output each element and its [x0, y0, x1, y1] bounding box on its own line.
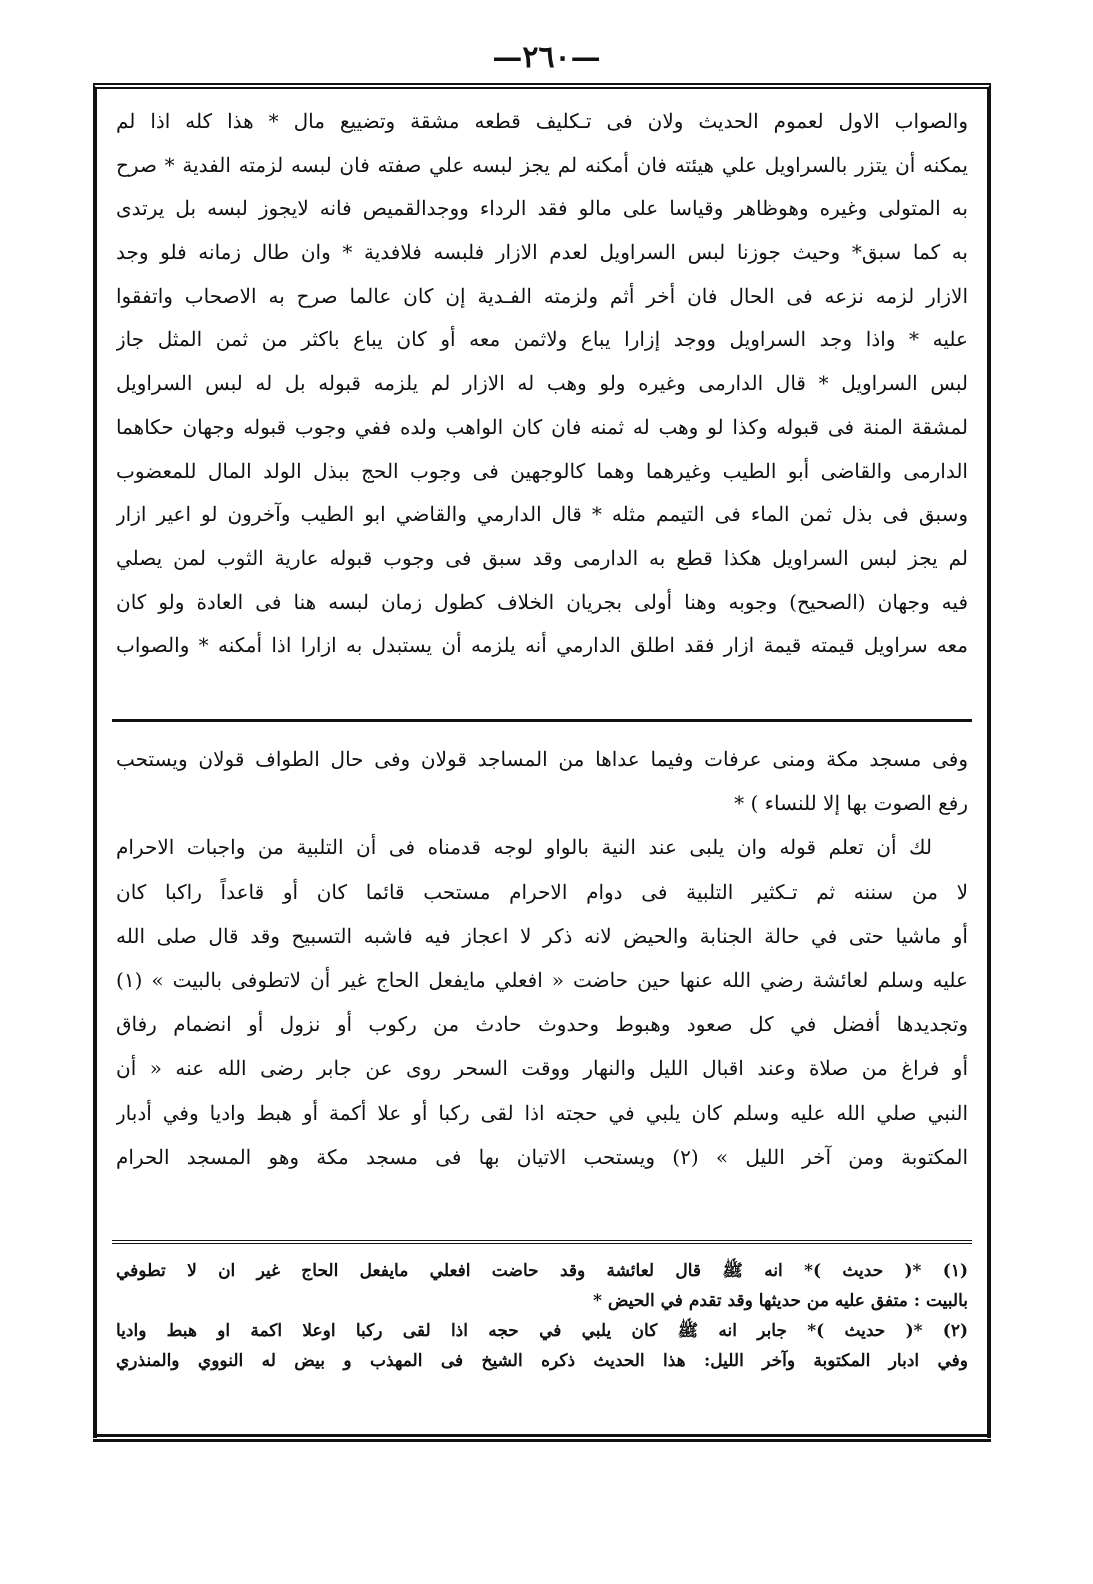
text-line: به المتولى وغيره وهوظاهر وقياسا على مالو فقد الرداء ووجدالقميص فانه لايجوز لبسه بل يرتدى — [116, 196, 968, 221]
text-line: النبي صلي الله عليه وسلم كان يلبي في حجته اذا لقى ركبا أو علا أكمة أو هبط واديا وفي أدبار — [116, 1100, 968, 1125]
text-line: فيه وجهان (الصحيح) وجوبه وهنا أولى بجريان الخلاف كطول زمان لبسه هنا فى العادة ولو كان — [116, 589, 968, 614]
commentary-text-block — [116, 737, 968, 1187]
text-line: لا من سننه ثم تـكثير التلبية فى دوام الاحرام مستحب قائما كان أو قاعداً راكبا كان — [116, 879, 968, 904]
footnote-line: وفي ادبار المكتوبة وآخر الليل: هذا الحديث ذكره الشيخ فى المهذب و بيض له النووي والمنذري — [116, 1351, 968, 1371]
text-line: عليه * واذا وجد السراويل ووجد إزارا يباع ولاثمن معه أو كان يباع باكثر من ثمن المثل جاز — [116, 327, 968, 352]
text-line: الازار لزمه نزعه فى الحال فان أخر أثم ولزمته الفـدية إن كان عالما صرح به الاصحاب واتفقوا — [116, 283, 968, 308]
footnotes-block — [116, 1256, 968, 1376]
footnote-divider — [112, 1240, 972, 1244]
text-line: أو فراغ من صلاة وعند اقبال الليل والنهار ووقت السحر روى عن جابر رضى الله عنه « أن — [116, 1056, 968, 1081]
page-number: —٢٦٠— — [492, 40, 601, 75]
text-line: به كما سبق* وحيث جوزنا لبس السراويل لعدم الازار فلبسه فلافدية * وان طال زمانه فلو وجد — [116, 240, 968, 265]
text-line: والصواب الاول لعموم الحديث ولان فى تـكليف قطعه مشقة وتضييع مال * هذا كله اذا لم — [116, 109, 968, 133]
text-line: المكتوبة ومن آخر الليل » (٢) ويستحب الاتيان بها فى مسجد مكة وهو المسجد الحرام — [116, 1144, 968, 1169]
text-line: أو ماشيا حتى في حالة الجنابة والحيض لانه ذكر لا اعجاز فيه فاشبه التسبيح وقد قال صلى الله — [116, 923, 968, 948]
text-line: لمشقة المنة فى قبوله وكذا لو وهب له ثمنه فان كان الواهب ولده ففي وجوب قبوله وجهان حكاهما — [116, 414, 968, 439]
text-line: لم يجز لبس السراويل هكذا قطع به الدارمى وقد سبق فى وجوب قبوله عارية الثوب لمن يصلي — [116, 545, 968, 570]
upper-text-block — [116, 100, 968, 712]
section-divider — [112, 719, 972, 722]
text-line: يمكنه أن يتزر بالسراويل علي هيئته فان أمكنه لم يجز لبسه علي صفته فان لبسه لزمته الفدية * صرح — [116, 152, 968, 177]
footnote-line: (١) *( حديث )* انه ﷺ قال لعائشة وقد حاضت افعلي مايفعل الحاج غير ان لا تطوفي — [116, 1261, 968, 1281]
text-line: عليه وسلم لعائشة رضي الله عنها حين حاضت « افعلي مايفعل الحاج غير أن لاتطوفى بالبيت » (١) — [116, 967, 968, 992]
text-line: لبس السراويل * قال الدارمى وغيره ولو وهب له الازار لم يلزمه قبوله بل له لبس السراويل — [116, 371, 968, 396]
text-line: لك أن تعلم قوله وان يلبى عند النية بالواو لوجه قدمناه فى أن التلبية من واجبات الاحرام — [116, 835, 932, 860]
text-line: رفع الصوت بها إلا للنساء ) * — [734, 791, 968, 816]
footnote-line: (٢) *( حديث )* جابر انه ﷺ كان يلبي في حجه اذا لقى ركبا اوعلا اكمة او هبط واديا — [116, 1321, 968, 1341]
footnote-line: بالبيت : متفق عليه من حديثها وقد تقدم في الحيض * — [593, 1291, 968, 1311]
text-line: معه سراويل قيمته قيمة ازار فقد اطلق الدارمي أنه يلزمه أن يستبدل به ازارا اذا أمكنه * والصواب — [116, 633, 968, 658]
text-line: وسبق فى بذل ثمن الماء فى التيمم مثله * قال الدارمي والقاضي ابو الطيب وآخرون لو اعير ازار — [116, 502, 968, 527]
text-line: وفى مسجد مكة ومنى عرفات وفيما عداها من المساجد قولان وفى حال الطواف قولان ويستحب — [116, 747, 968, 771]
text-line: وتجديدها أفضل في كل صعود وهبوط وحدوث حادث من ركوب أو نزول أو انضمام رفاق — [116, 1012, 968, 1037]
bottom-rule — [93, 1434, 991, 1442]
text-line: الدارمى والقاضى أبو الطيب وغيرهما وهما كالوجهين فى وجوب الحج ببذل الولد المال للمعضوب — [116, 458, 968, 483]
